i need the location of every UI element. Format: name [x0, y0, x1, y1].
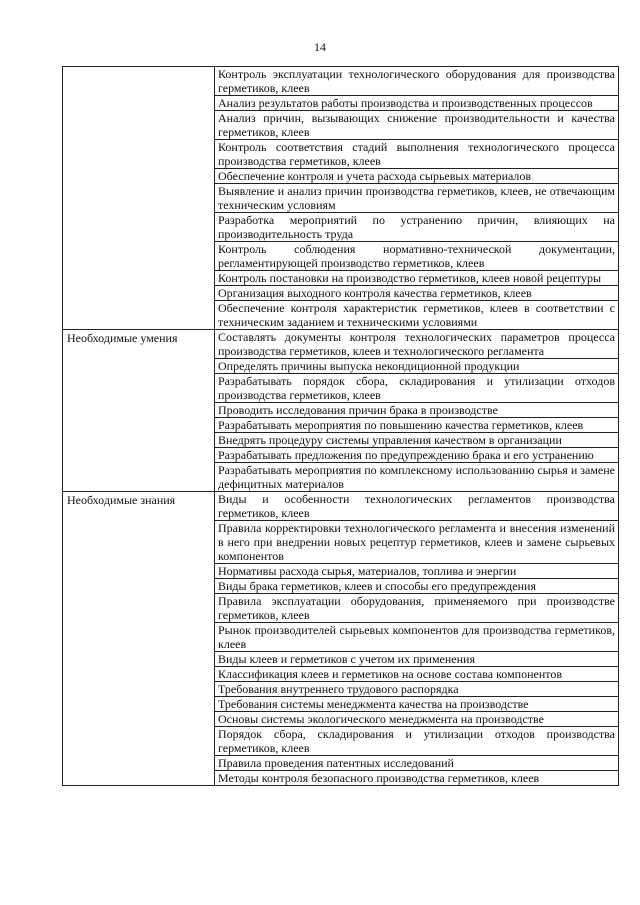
- requirement-item: Контроль постановки на производство герметиков, клеев новой рецептуры: [215, 271, 618, 286]
- requirement-item: Контроль соблюдения нормативно-технической документации, регламентирующей производство герметиков, клеев: [215, 242, 618, 271]
- requirement-item: Составлять документы контроля технологических параметров процесса производства герметиков, клеев и технологического регламента: [215, 330, 618, 359]
- requirement-item: Виды и особенности технологических регламентов производства герметиков, клеев: [215, 492, 618, 521]
- requirement-item: Разработка мероприятий по устранению причин, влияющих на производительность труда: [215, 213, 618, 242]
- requirement-item: Проводить исследования причин брака в производстве: [215, 403, 618, 418]
- requirement-item: Обеспечение контроля характеристик герметиков, клеев в соответствии с техническим заданием и техническими условиями: [218, 301, 615, 329]
- section-row: [63, 492, 619, 786]
- section-items: [215, 330, 619, 492]
- requirement-item: Виды клеев и герметиков с учетом их применения: [215, 652, 618, 667]
- requirement-item: Выявление и анализ причин производства герметиков, клеев, не отвечающим техническим условиям: [215, 184, 618, 213]
- requirement-item: Разрабатывать предложения по предупреждению брака и его устранению: [215, 448, 618, 463]
- requirement-item: Требования системы менеджмента качества на производстве: [215, 697, 618, 712]
- requirement-item: Порядок сбора, складирования и утилизации отходов производства герметиков, клеев: [215, 727, 618, 756]
- requirements-table: [62, 66, 619, 786]
- requirement-item: Правила эксплуатации оборудования, применяемого при производстве герметиков, клеев: [215, 594, 618, 623]
- section-row: [63, 330, 619, 492]
- requirement-item: Основы системы экологического менеджмента на производстве: [215, 712, 618, 727]
- section-label: Необходимые умения: [63, 330, 215, 492]
- section-row: [63, 67, 619, 330]
- requirement-item: Внедрять процедуру системы управления качеством в организации: [215, 433, 618, 448]
- requirement-item: Разрабатывать мероприятия по повышению качества герметиков, клеев: [215, 418, 618, 433]
- requirements-table-body: [63, 67, 619, 786]
- section-items: [215, 492, 619, 786]
- requirement-item: Рынок производителей сырьевых компонентов для производства герметиков, клеев: [215, 623, 618, 652]
- requirement-item: Обеспечение контроля и учета расхода сырьевых материалов: [215, 169, 618, 184]
- requirement-item: Правила проведения патентных исследований: [215, 756, 618, 771]
- page-number: 14: [314, 40, 326, 54]
- requirement-item: Разрабатывать порядок сбора, складирования и утилизации отходов производства герметиков, клеев: [215, 374, 618, 403]
- section-label: [63, 67, 215, 330]
- requirement-item: Методы контроля безопасного производства герметиков, клеев: [218, 771, 540, 785]
- requirement-item: Требования внутреннего трудового распорядка: [215, 682, 618, 697]
- section-items: [215, 67, 619, 330]
- requirement-item: Правила корректировки технологического регламента и внесения изменений в него при внедрении новых рецептур герметиков, клеев и замене сырьевых компонентов: [215, 521, 618, 564]
- requirement-item: Контроль эксплуатации технологического оборудования для производства герметиков, клеев: [215, 67, 618, 96]
- section-label: Необходимые знания: [63, 492, 215, 786]
- requirement-item: Классификация клеев и герметиков на основе состава компонентов: [215, 667, 618, 682]
- requirement-item: Контроль соответствия стадий выполнения технологического процесса производства герметиков, клеев: [215, 140, 618, 169]
- requirement-item: Определять причины выпуска некондиционной продукции: [215, 359, 618, 374]
- requirement-item: Анализ результатов работы производства и производственных процессов: [215, 96, 618, 111]
- requirement-item: Виды брака герметиков, клеев и способы его предупреждения: [215, 579, 618, 594]
- requirement-item: Разрабатывать мероприятия по комплексному использованию сырья и замене дефицитных материалов: [218, 463, 615, 491]
- requirement-item: Нормативы расхода сырья, материалов, топлива и энергии: [215, 564, 618, 579]
- requirement-item: Анализ причин, вызывающих снижение производительности и качества герметиков, клеев: [215, 111, 618, 140]
- requirement-item: Организация выходного контроля качества герметиков, клеев: [215, 286, 618, 301]
